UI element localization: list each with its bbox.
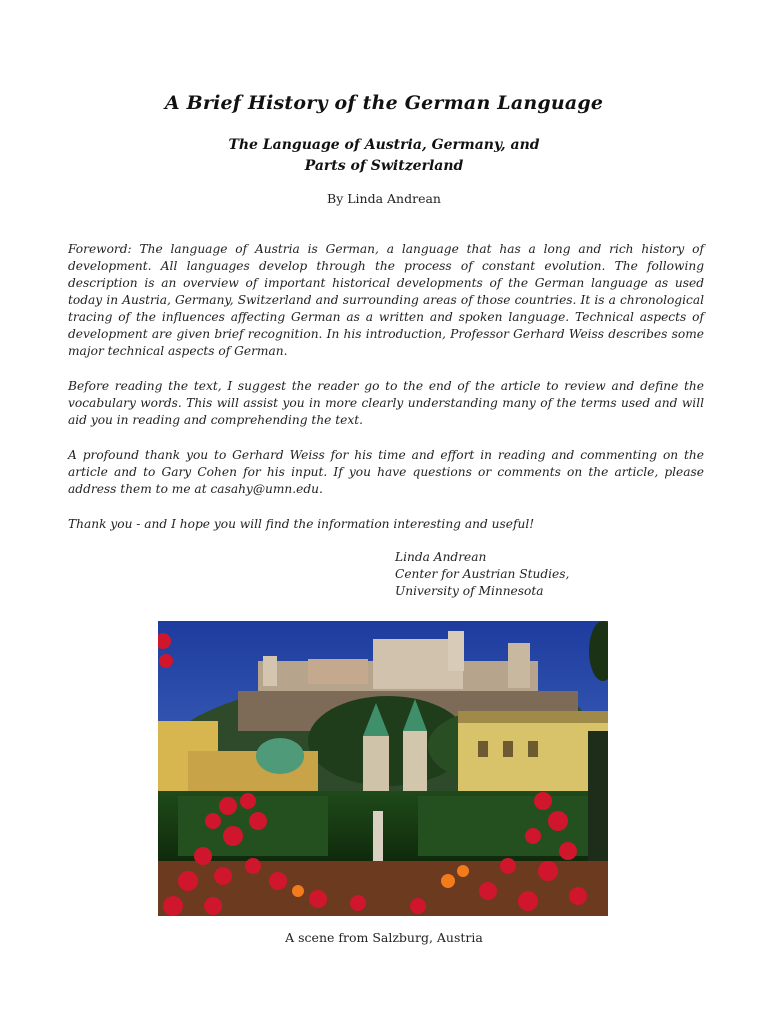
signature-block [395,549,695,600]
foreword-paragraph: Foreword: The language of Austria is German, a language that has a long and rich history of development. All languages develop through the process of constant evolution. The following description is an overview of important historical developments of the German language as used today in Austria, Germany, Switzerland and surrounding areas of those countries. It is a chronological tracing of the influences affecting German as a written and spoken language. Technical aspects of development are given brief recognition. In his introduction, Professor Gerhard Weiss describes some major technical aspects of German. [68,242,704,358]
acknowledgement-paragraph: A profound thank you to Gerhard Weiss for his time and effort in reading and commenting on the article and to Gary Cohen for his input. If you have questions or comments on the article, please address them to me at casahy@umn.edu. [68,448,704,496]
document-subtitle [0,135,768,177]
salzburg-photo [158,621,608,916]
photo-caption: A scene from Salzburg, Austria [285,930,483,945]
signature-org: Center for Austrian Studies, [395,567,570,581]
subtitle-line-1: The Language of Austria, Germany, and [228,137,540,153]
closing-paragraph: Thank you - and I hope you will find the information interesting and useful! [68,517,535,531]
byline: By Linda Andrean [327,191,441,206]
signature-university: University of Minnesota [395,584,544,598]
subtitle-line-2: Parts of Switzerland [304,158,464,174]
reading-advice-paragraph: Before reading the text, I suggest the reader go to the end of the article to review and define the vocabulary words. This will assist you in more clearly understanding many of the terms used and will aid you in reading and comprehending the text. [68,379,704,427]
document-title: A Brief History of the German Language [164,92,604,114]
signature-name: Linda Andrean [395,550,487,564]
salzburg-photo-illustration [158,621,608,916]
